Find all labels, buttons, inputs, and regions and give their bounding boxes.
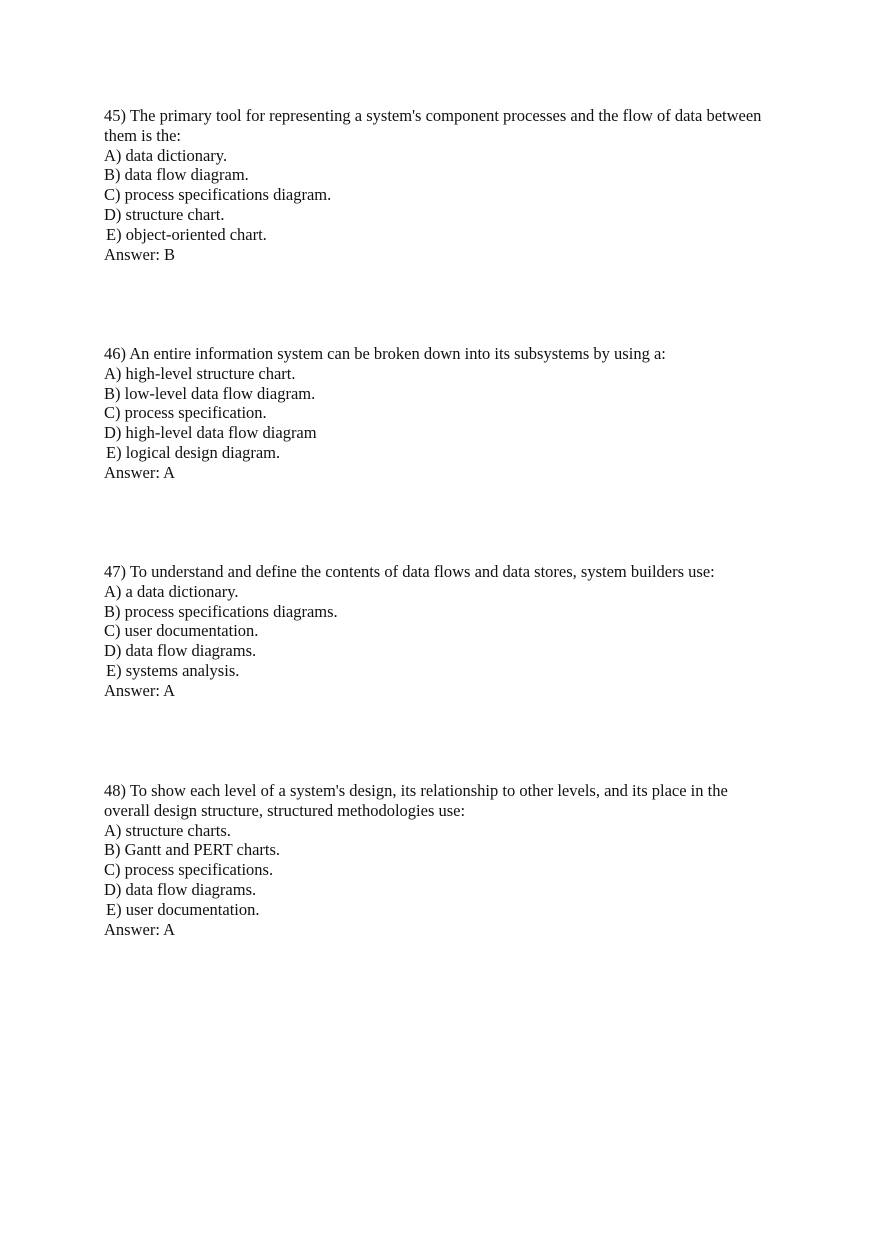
answer: Answer: A [104,919,176,939]
question-text: 45) The primary tool for representing a system's component processes and the flow of data between them is the: [104,106,762,145]
option-d: D) data flow diagrams. [104,641,257,661]
question-text: 46) An entire information system can be broken down into its subsystems by using a: [104,344,666,363]
option-c: C) user documentation. [104,621,259,641]
option-b: B) low-level data flow diagram. [104,383,316,403]
option-b: B) Gantt and PERT charts. [104,840,281,860]
option-a: A) high-level structure chart. [104,363,296,383]
question-text: 47) To understand and define the contents of data flows and data stores, system builders use: [104,562,715,581]
option-c: C) process specification. [104,403,267,423]
option-e: E) logical design diagram. [106,442,281,462]
answer: Answer: A [104,680,176,700]
option-b: B) data flow diagram. [104,165,249,185]
option-a: A) a data dictionary. [104,581,239,601]
option-b: B) process specifications diagrams. [104,601,338,621]
question-47 [104,562,776,701]
answer: Answer: A [104,462,176,482]
question-46 [104,344,776,483]
option-c: C) process specifications. [104,860,274,880]
question-45 [104,106,776,264]
question-text: 48) To show each level of a system's design, its relationship to other levels, and its place in the overall design structure, structured methodologies use: [104,781,728,820]
option-e: E) systems analysis. [106,660,240,680]
option-a: A) data dictionary. [104,145,228,165]
option-e: E) user documentation. [106,899,260,919]
option-d: D) data flow diagrams. [104,879,257,899]
option-c: C) process specifications diagram. [104,185,332,205]
answer: Answer: B [104,244,176,264]
option-d: D) structure chart. [104,204,225,224]
option-a: A) structure charts. [104,820,231,840]
option-e: E) object-oriented chart. [106,224,267,244]
question-48 [104,781,776,939]
option-d: D) high-level data flow diagram [104,423,317,443]
